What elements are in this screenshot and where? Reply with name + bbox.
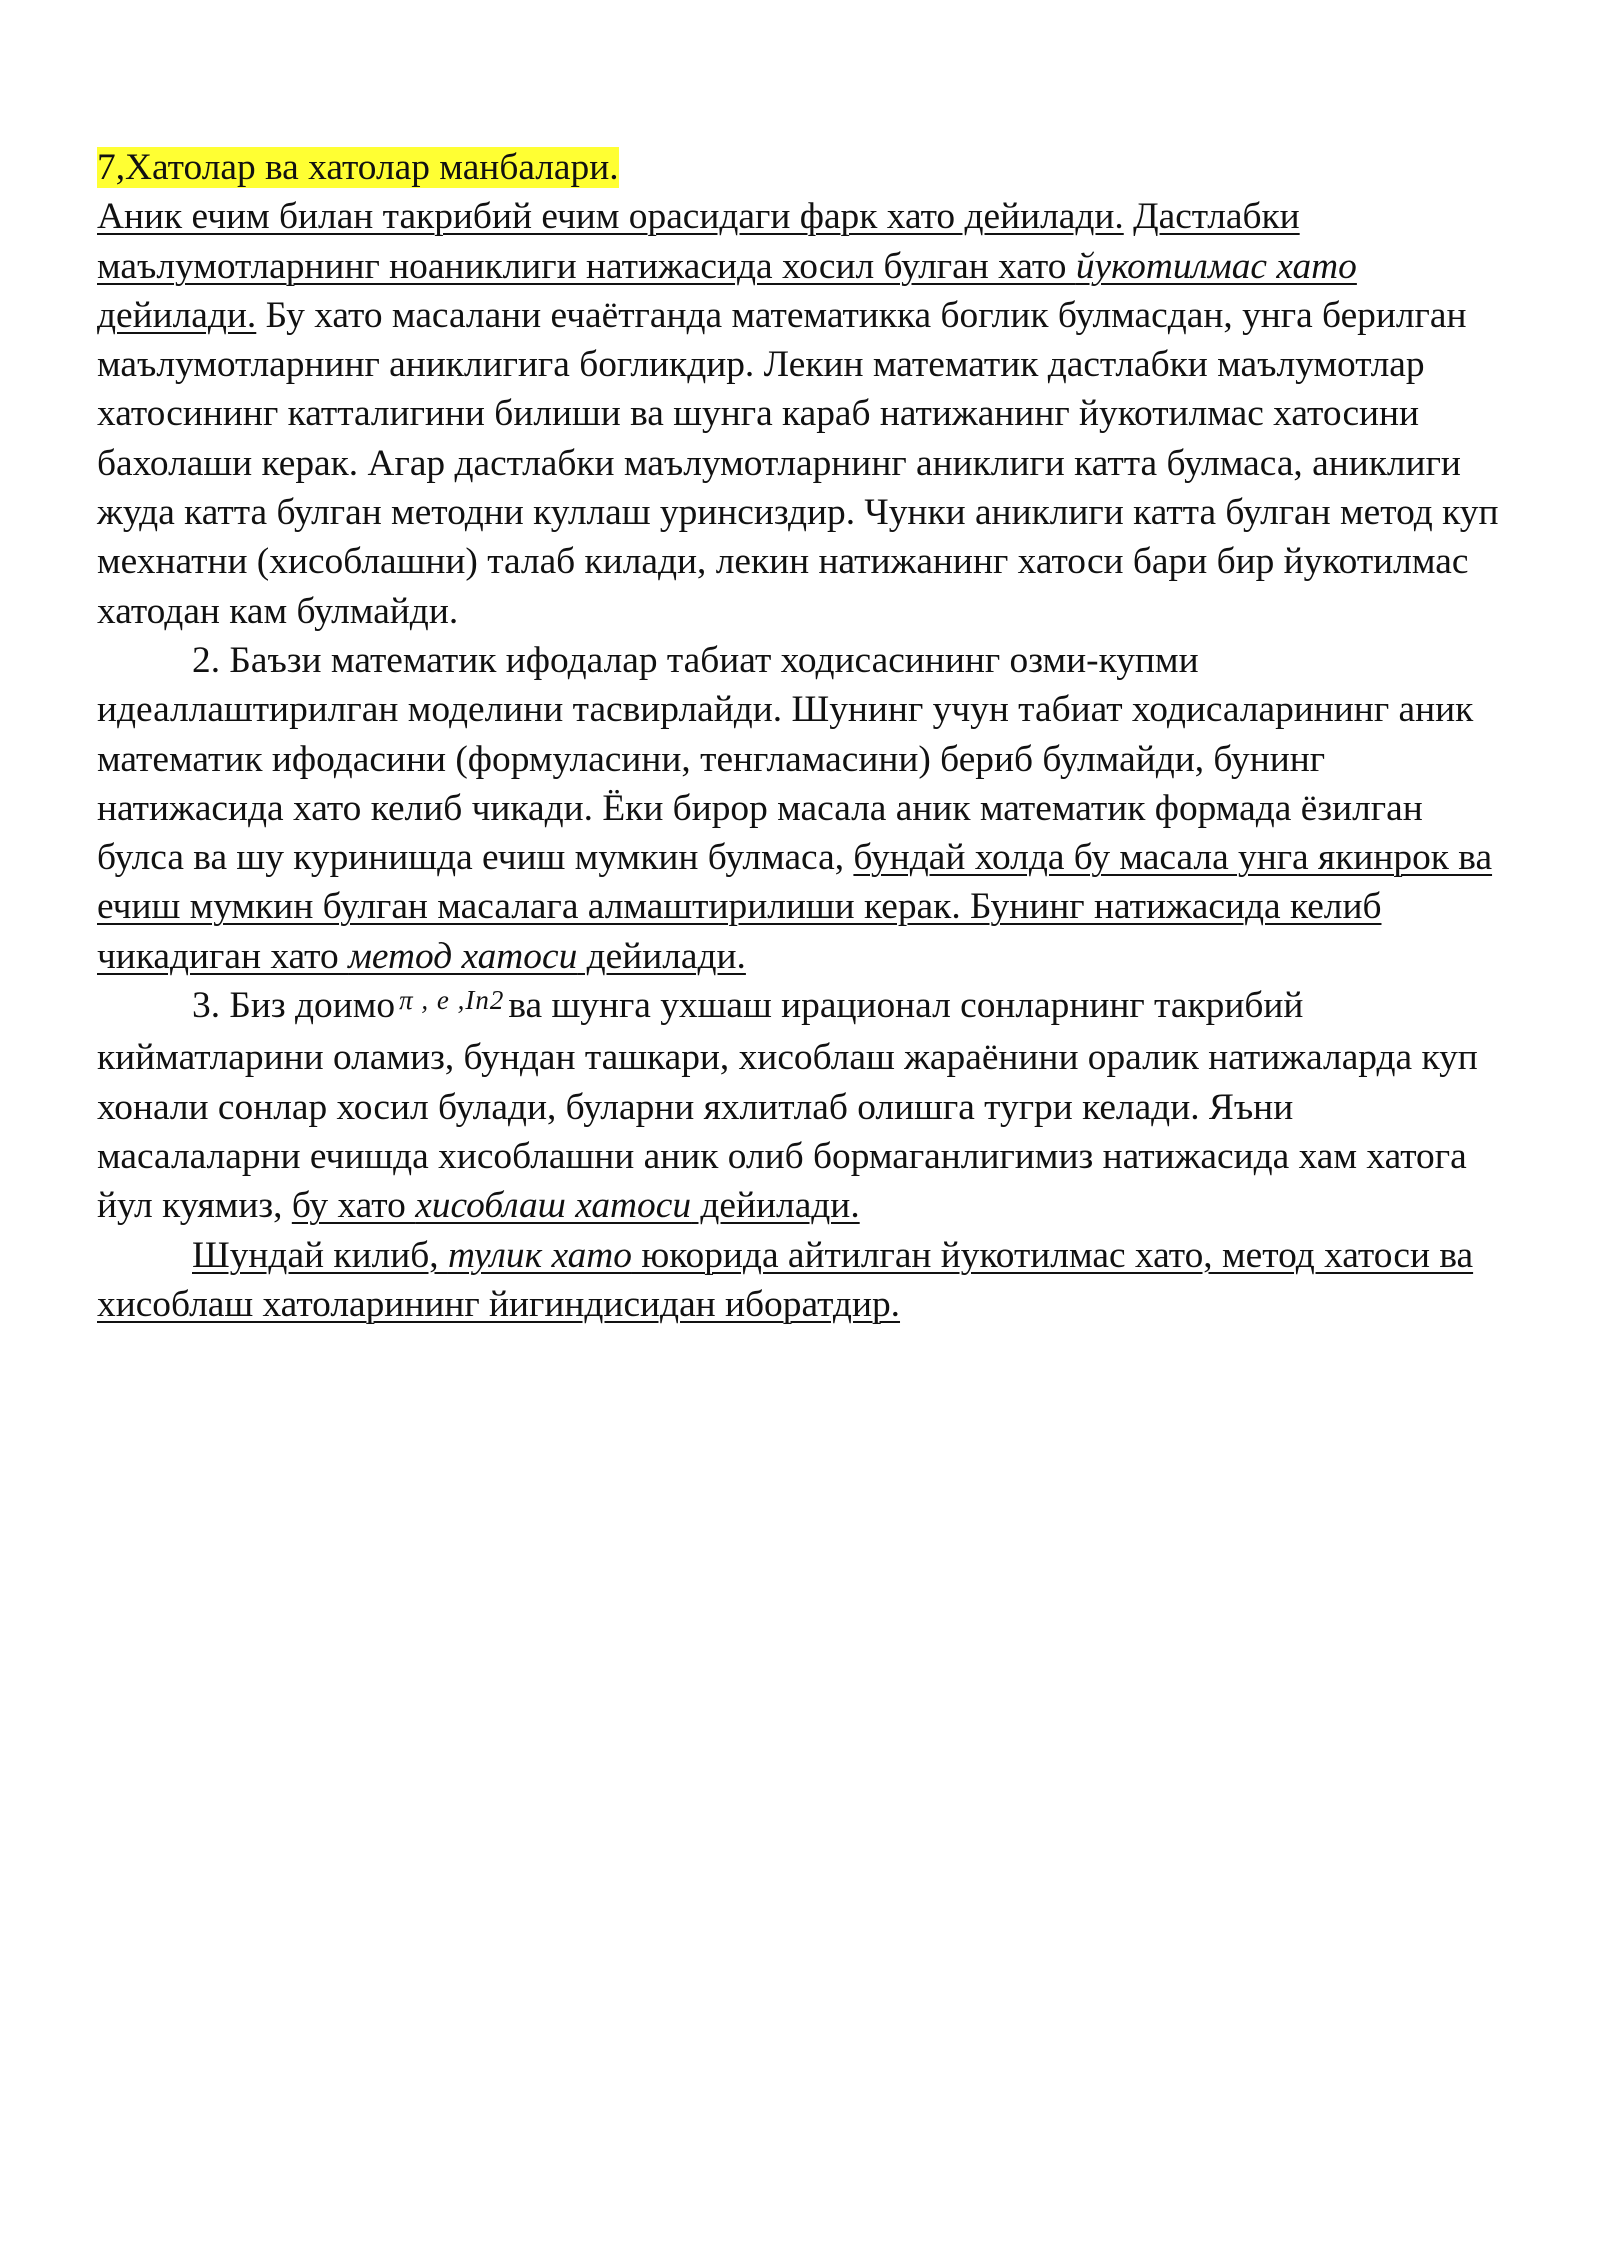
heading-highlight: 7,Хатолар ва хатолар манбалари. — [97, 147, 619, 188]
definition-irreducible-error-end: дейилади. — [97, 294, 257, 336]
term-method-error: метод хатоси — [348, 935, 578, 977]
definition-computation-error-end: дейилади. — [691, 1185, 860, 1227]
definition-total-error — [97, 1235, 1473, 1325]
math-constants-formula: π , e ,In2 — [399, 985, 505, 1016]
paragraph-3-lead: 3. Биз доимо — [192, 985, 396, 1027]
definition-method-error-end: дейилади. — [577, 935, 746, 977]
section-heading — [97, 143, 1503, 192]
term-total-error: тулик хато — [447, 1234, 632, 1276]
paragraph-3 — [97, 981, 1503, 1230]
document-page — [97, 143, 1503, 1329]
definition-irreducible-error-text: Дастлабки маълумотларнинг ноаниклиги натижасида хосил булган хато — [97, 196, 1300, 287]
definition-error: Аник ечим билан такрибий ечим орасидаги фарк хато дейилади. — [97, 196, 1124, 238]
definition-total-error-text: юкорида айтилган йукотилмас хато, метод хатоси ва хисоблаш хатоларининг йигиндисидан иборатдир. — [97, 1234, 1474, 1325]
paragraph-2-body: 2. Баъзи математик ифодалар табиат ходисасининг озми-купми идеаллаштирилган моделини тасвирлайди. Шунинг учун табиат ходисаларининг аник математик ифодасини (формуласини, тенгламасини) бериб булмайди, бунинг натижасида хато келиб чикади. Ёки бирор масала аник математик формада ёзилган булса ва шу куринишда ечиш мумкин булмаса, — [97, 639, 1474, 879]
definition-total-error-lead: Шундай килиб, — [192, 1234, 448, 1276]
term-irreducible-error: йукотилмас хато — [1075, 245, 1357, 287]
definition-computation-error — [292, 1185, 860, 1226]
paragraph-1 — [97, 192, 1503, 636]
paragraph-4 — [97, 1231, 1503, 1330]
paragraph-1-body: Бу хато масалани ечаётганда математикка боглик булмасдан, унга берилган маълумотларнинг аниклигига богликдир. Лекин математик дастлабки маълумотлар хатосининг катталигини билиши ва шунга караб натижанинг йукотилмас хатосини бахолаши керак. Агар дастлабки маълумотларнинг аниклиги катта булмаса, аниклиги жуда катта булган методни куллаш уринсиздир. Чунки аниклиги катта булган метод куп мехнатни (хисоблашни) талаб килади, лекин натижанинг хатоси бари бир йукотилмас хатодан кам булмайди. — [97, 294, 1499, 632]
paragraph-2 — [97, 636, 1503, 981]
definition-computation-error-text: бу хато — [291, 1185, 416, 1227]
term-computation-error: хисоблаш хатоси — [415, 1185, 692, 1227]
paragraph-3-body: ва шунга ухшаш ирационал сонларнинг такрибий кийматларини оламиз, бундан ташкари, хисоблаш жараёнини оралик натижаларда куп хонали сонлар хосил булади, буларни яхлитлаб олишга тугри келади. Яъни масалаларни ечишда хисоблашни аник олиб бормаганлигимиз натижасида хам хатога йул куямиз, — [97, 985, 1478, 1227]
definition-method-error-text: бундай холда бу масала унга якинрок ва ечиш мумкин булган масалага алмаштирилиши керак. Бунинг натижасида келиб чикадиган хато — [97, 837, 1493, 977]
